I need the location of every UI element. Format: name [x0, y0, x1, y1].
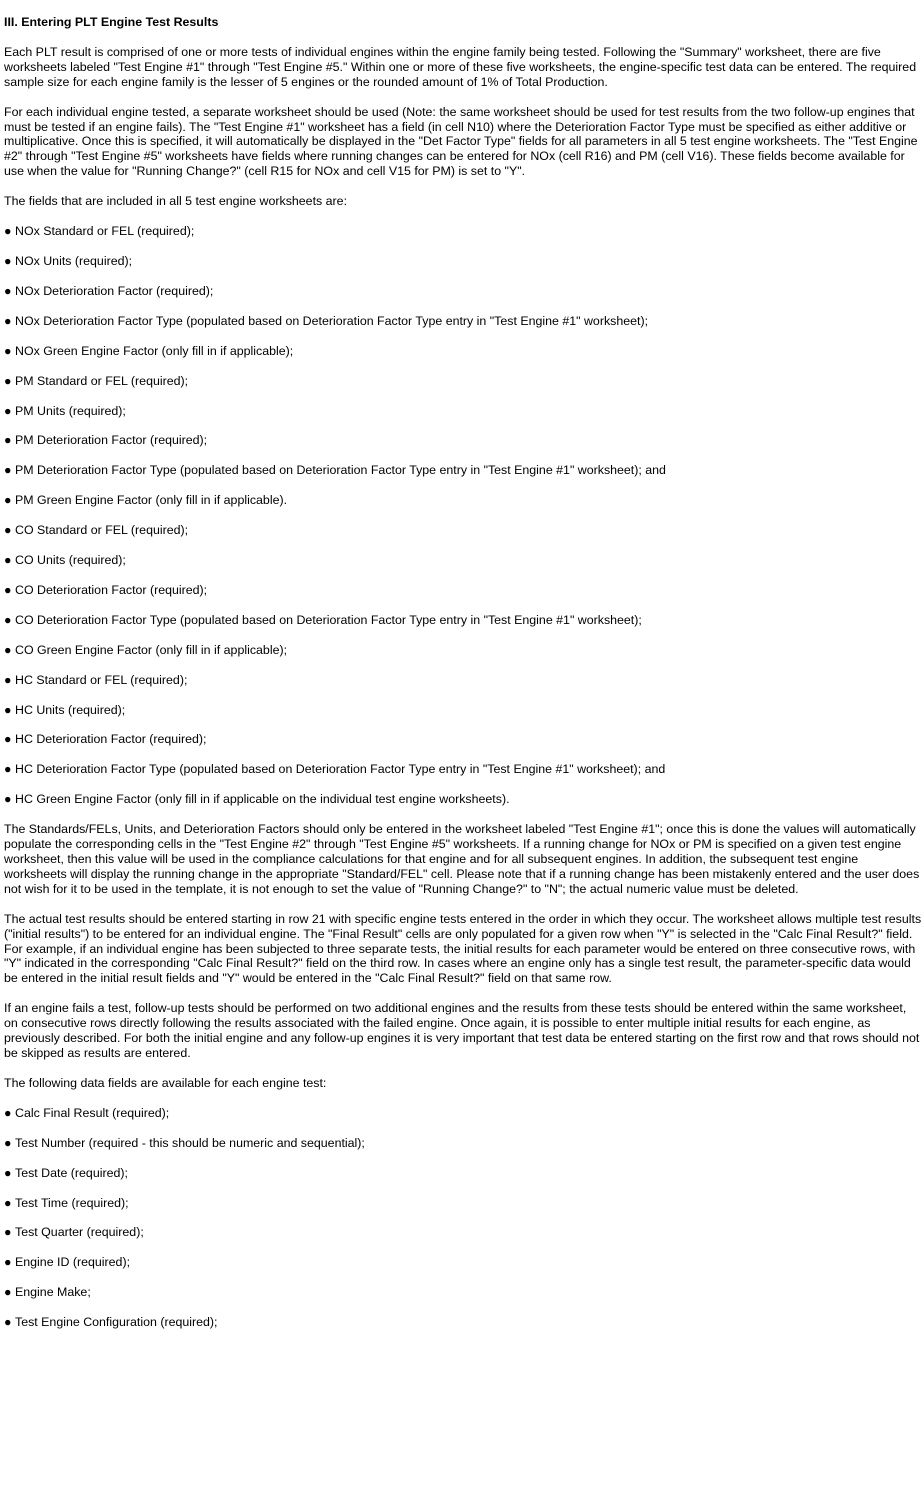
worksheet-fields-list	[4, 224, 922, 807]
bullet-text: NOx Standard or FEL (required);	[15, 224, 195, 239]
bullet-item	[4, 314, 922, 329]
bullet-text: Test Engine Configuration (required);	[15, 1315, 218, 1330]
bullet-icon: ●	[4, 1195, 12, 1210]
bullet-item	[4, 1136, 922, 1151]
bullet-icon: ●	[4, 1285, 12, 1300]
worksheet-paragraph: For each individual engine tested, a separate worksheet should be used (Note: the same worksheet should be used for test results from the two follow-up engines that must be tested if an engine fails). The "Test Engine #1" worksheet has a field (in cell N10) where the Deterioration Factor Type must be specified as either additive or multiplicative. Once this is specified, it will automatically be displayed in the "Det Factor Type" fields for all parameters in all 5 test engine worksheets. The "Test Engine #2" through "Test Engine #5" worksheets have fields where running changes can be entered for NOx (cell R16) and PM (cell V16). These fields become available for use when the value for "Running Change?" (cell R15 for NOx and cell V15 for PM) is set to "Y".	[4, 104, 918, 179]
bullet-text: Test Number (required - this should be numeric and sequential);	[15, 1135, 365, 1150]
bullet-icon: ●	[4, 1135, 12, 1150]
bullet-icon: ●	[4, 702, 12, 717]
intro-paragraph: Each PLT result is comprised of one or more tests of individual engines within the engine family being tested. Following the "Summary" worksheet, there are five worksheets labeled "Test Engine #1" through "Test Engine #5." Within one or more of these five worksheets, the engine-specific test data can be entered. The required sample size for each engine family is the lesser of 5 engines or the rounded amount of 1% of Total Production.	[4, 44, 917, 89]
bullet-text: Test Quarter (required);	[15, 1225, 144, 1240]
bullet-text: CO Deterioration Factor Type (populated based on Deterioration Factor Type entry in "Test Engine #1" worksheet);	[15, 612, 642, 627]
bullet-item	[4, 1106, 922, 1121]
bullet-item	[4, 732, 922, 747]
bullet-text: PM Deterioration Factor (required);	[15, 433, 208, 448]
bullet-icon: ●	[4, 672, 12, 687]
bullet-icon: ●	[4, 343, 12, 358]
bullet-item	[4, 433, 922, 448]
bullet-icon: ●	[4, 1255, 12, 1270]
bullet-icon: ●	[4, 732, 12, 747]
bullet-icon: ●	[4, 523, 12, 538]
bullet-item	[4, 1255, 922, 1270]
bullet-item	[4, 703, 922, 718]
bullet-icon: ●	[4, 313, 12, 328]
bullet-text: PM Units (required);	[15, 403, 126, 418]
bullet-text: CO Standard or FEL (required);	[15, 523, 189, 538]
bullet-item	[4, 523, 922, 538]
bullet-text: NOx Deterioration Factor Type (populated based on Deterioration Factor Type entry in "Test Engine #1" worksheet);	[15, 313, 649, 328]
bullet-item	[4, 613, 922, 628]
bullet-item	[4, 1196, 922, 1211]
bullet-text: CO Units (required);	[15, 553, 126, 568]
bullet-icon: ●	[4, 463, 12, 478]
bullet-icon: ●	[4, 493, 12, 508]
bullet-item	[4, 673, 922, 688]
bullet-item	[4, 1166, 922, 1181]
bullet-text: NOx Units (required);	[15, 253, 133, 268]
bullet-text: NOx Deterioration Factor (required);	[15, 283, 214, 298]
bullet-item	[4, 643, 922, 658]
bullet-icon: ●	[4, 283, 12, 298]
bullet-item	[4, 284, 922, 299]
bullet-text: Engine ID (required);	[15, 1255, 131, 1270]
bullet-icon: ●	[4, 1315, 12, 1330]
document-body	[4, 15, 922, 1345]
bullet-item	[4, 344, 922, 359]
bullet-icon: ●	[4, 373, 12, 388]
bullet-item	[4, 1315, 922, 1330]
bullet-icon: ●	[4, 1105, 12, 1120]
standards-paragraph: The Standards/FELs, Units, and Deterioration Factors should only be entered in the worksheet labeled "Test Engine #1"; once this is done the values will automatically populate the corresponding cells in the "Test Engine #2" through "Test Engine #5" worksheets. If a running change for NOx or PM is specified on a given test engine worksheet, then this value will be used in the compliance calculations for that engine and for all subsequent engines. In addition, the subsequent test engine worksheets will display the running change in the appropriate "Standard/FEL" cell. Please note that if a running change has been mistakenly entered and the user does not wish for it to be used in the template, it is not enough to set the value of "Running Change?" to "N"; the actual numeric value must be deleted.	[4, 822, 920, 896]
bullet-item	[4, 553, 922, 568]
bullet-icon: ●	[4, 224, 12, 239]
bullet-icon: ●	[4, 403, 12, 418]
section-heading: III. Entering PLT Engine Test Results	[4, 15, 219, 29]
fields-intro: The fields that are included in all 5 test engine worksheets are:	[4, 194, 348, 209]
bullet-item	[4, 762, 922, 777]
bullet-icon: ●	[4, 582, 12, 597]
bullet-item	[4, 1285, 922, 1300]
bullet-icon: ●	[4, 642, 12, 657]
bullet-icon: ●	[4, 792, 12, 807]
test-fields-list	[4, 1106, 922, 1330]
bullet-icon: ●	[4, 1165, 12, 1180]
bullet-item	[4, 493, 922, 508]
bullet-text: Calc Final Result (required);	[15, 1105, 170, 1120]
bullet-text: NOx Green Engine Factor (only fill in if applicable);	[15, 343, 294, 358]
bullet-item	[4, 1225, 922, 1240]
bullet-text: HC Standard or FEL (required);	[15, 672, 188, 687]
bullet-icon: ●	[4, 433, 12, 448]
bullet-text: Engine Make;	[15, 1285, 91, 1300]
bullet-item	[4, 792, 922, 807]
bullet-item	[4, 404, 922, 419]
bullet-item	[4, 463, 922, 478]
bullet-text: Test Time (required);	[15, 1195, 129, 1210]
bullet-icon: ●	[4, 1225, 12, 1240]
bullet-text: Test Date (required);	[15, 1165, 128, 1180]
bullet-text: PM Deterioration Factor Type (populated based on Deterioration Factor Type entry in "Test Engine #1" worksheet); and	[15, 463, 666, 478]
bullet-icon: ●	[4, 612, 12, 627]
bullet-item	[4, 224, 922, 239]
bullet-text: CO Deterioration Factor (required);	[15, 582, 208, 597]
bullet-text: PM Green Engine Factor (only fill in if applicable).	[15, 493, 288, 508]
bullet-item	[4, 583, 922, 598]
bullet-icon: ●	[4, 253, 12, 268]
bullet-item	[4, 374, 922, 389]
bullet-text: CO Green Engine Factor (only fill in if applicable);	[15, 642, 288, 657]
data-fields-intro: The following data fields are available for each engine test:	[4, 1075, 327, 1090]
bullet-text: HC Deterioration Factor Type (populated based on Deterioration Factor Type entry in "Test Engine #1" worksheet); and	[15, 762, 666, 777]
bullet-text: PM Standard or FEL (required);	[15, 373, 189, 388]
actual-results-paragraph: The actual test results should be entered starting in row 21 with specific engine tests entered in the order in which they occur. The worksheet allows multiple test results ("initial results") to be entered for an individual engine. The "Final Result" cells are only populated for a given row when "Y" is selected in the "Calc Final Result?" field. For example, if an individual engine has been subjected to three separate tests, the initial results for each parameter would be entered on three consecutive rows, with "Y" indicated in the corresponding "Calc Final Result?" field on the third row. In cases where an engine only has a single test result, the parameter-specific data would be entered in the initial result fields and "Y" would be entered in the "Calc Final Result?" field on that same row.	[4, 911, 922, 986]
bullet-item	[4, 254, 922, 269]
bullet-icon: ●	[4, 762, 12, 777]
bullet-text: HC Units (required);	[15, 702, 126, 717]
bullet-text: HC Deterioration Factor (required);	[15, 732, 207, 747]
failure-paragraph: If an engine fails a test, follow-up tests should be performed on two additional engines and the results from these tests should be entered within the same worksheet, on consecutive rows directly following the results associated with the failed engine. Once again, it is possible to enter multiple initial results for each engine, as previously described. For both the initial engine and any follow-up engines it is very important that test data be entered starting on the first row and that rows should not be skipped as results are entered.	[4, 1001, 920, 1060]
bullet-icon: ●	[4, 553, 12, 568]
bullet-text: HC Green Engine Factor (only fill in if applicable on the individual test engine worksheets).	[15, 792, 510, 807]
